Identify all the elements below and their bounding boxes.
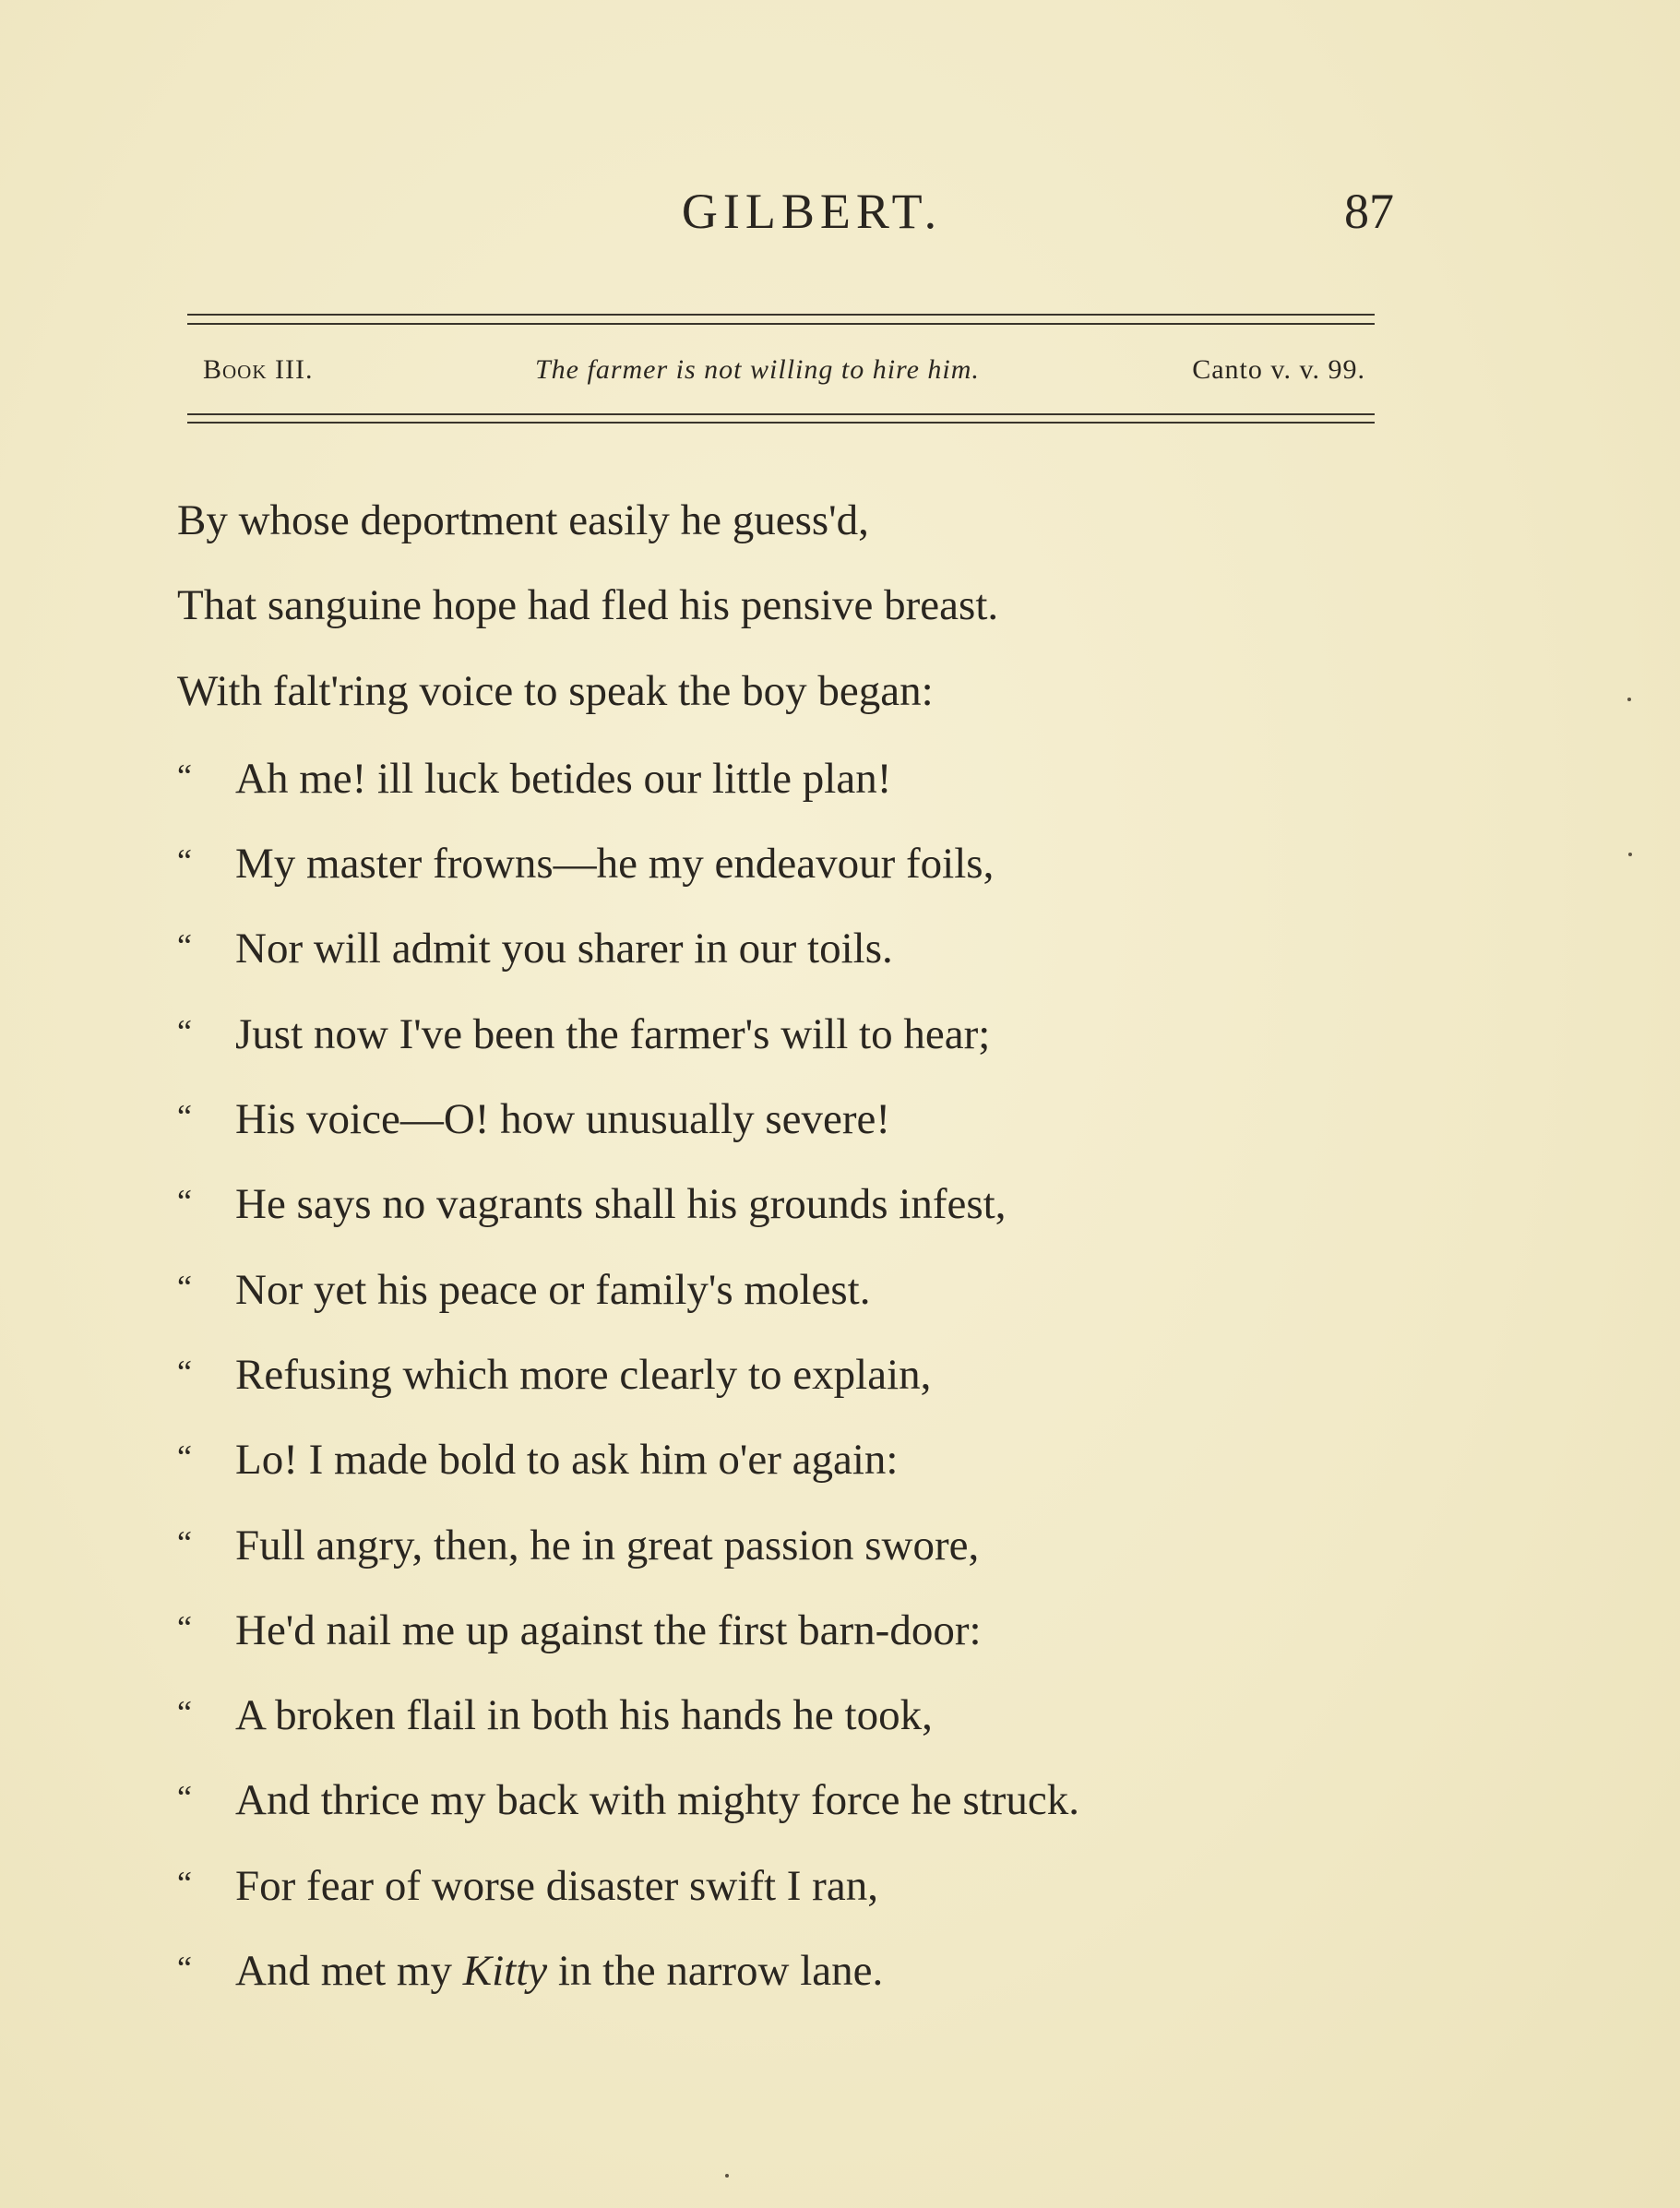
verse-line (177, 487, 1376, 572)
quote-mark: “ (177, 1438, 192, 1476)
quote-mark: “ (177, 1950, 192, 1987)
verse-line (177, 998, 1376, 1083)
bottom-rule-upper (187, 413, 1375, 415)
quote-mark: “ (177, 927, 192, 965)
verse-text: A broken flail in both his hands he took, (235, 1691, 933, 1740)
verse-italic-name: Kitty (462, 1947, 548, 1996)
running-head (0, 183, 1680, 257)
verse-text: He says no vagrants shall his grounds infest, (235, 1180, 1007, 1229)
verse-text: Full angry, then, he in great passion swore, (235, 1521, 980, 1569)
verse-line (177, 1339, 1376, 1424)
quote-mark: “ (177, 1864, 192, 1902)
paper-speck (1628, 853, 1632, 856)
verse-text: Nor yet his peace or family's molest. (235, 1265, 871, 1314)
quote-mark: “ (177, 1012, 192, 1050)
quote-mark: “ (177, 1183, 192, 1221)
quote-mark: “ (177, 1353, 192, 1390)
quote-mark: “ (177, 1694, 192, 1732)
verse-line (177, 658, 1376, 743)
running-title: GILBERT. (681, 184, 943, 239)
headline-canto: Canto v. v. 99. (1192, 354, 1365, 385)
verse-text: Nor will admit you sharer in our toils. (235, 925, 893, 973)
verse-line (177, 1850, 1376, 1935)
verse-text: For fear of worse disaster swift I ran, (235, 1861, 878, 1910)
quote-mark: “ (177, 1268, 192, 1306)
verse-line (177, 1679, 1376, 1764)
top-rule-lower (187, 323, 1375, 325)
quote-mark: “ (177, 1098, 192, 1136)
verse-line (177, 913, 1376, 997)
verse-line (177, 572, 1376, 657)
headline-book: Book III. (203, 354, 314, 385)
verse-text: That sanguine hope had fled his pensive breast. (177, 581, 999, 630)
headline (203, 354, 1365, 400)
verse-text: Refusing which more clearly to explain, (235, 1350, 932, 1399)
quote-mark: “ (177, 1608, 192, 1646)
verse-text: And thrice my back with mighty force he struck. (235, 1776, 1079, 1825)
verse-text: Just now I've been the farmer's will to hear; (235, 1009, 991, 1058)
verse-text: He'd nail me up against the first barn-door: (235, 1605, 982, 1654)
verse-line (177, 1083, 1376, 1168)
quote-mark: “ (177, 757, 192, 794)
verse-text: My master frowns—he my endeavour foils, (235, 840, 995, 889)
verse-line (177, 1254, 1376, 1339)
verse-block (177, 487, 1376, 2020)
verse-line (177, 1594, 1376, 1679)
verse-text: With falt'ring voice to speak the boy began: (177, 666, 934, 715)
quote-mark: “ (177, 1523, 192, 1561)
verse-text-after: in the narrow lane. (557, 1947, 884, 1996)
verse-line (177, 1764, 1376, 1849)
paper-speck (1627, 698, 1631, 701)
verse-line (177, 743, 1376, 828)
page-number: 87 (1344, 184, 1394, 239)
verse-text: Lo! I made bold to ask him o'er again: (235, 1436, 899, 1485)
verse-line (177, 1510, 1376, 1594)
verse-text: His voice—O! how unusually severe! (235, 1095, 891, 1144)
verse-text: And met my (235, 1947, 452, 1996)
headline-subject: The farmer is not willing to hire him. (535, 354, 980, 385)
verse-line (177, 1424, 1376, 1509)
verse-line (177, 1168, 1376, 1253)
quote-mark: “ (177, 842, 192, 880)
top-rule-upper (187, 314, 1375, 316)
verse-text: Ah me! ill luck betides our little plan! (235, 754, 892, 803)
quote-mark: “ (177, 1779, 192, 1817)
verse-text: By whose deportment easily he guess'd, (177, 496, 869, 544)
bottom-rule-lower (187, 422, 1375, 424)
verse-line (177, 828, 1376, 913)
verse-line (177, 1935, 1376, 2020)
paper-speck (725, 2174, 729, 2178)
